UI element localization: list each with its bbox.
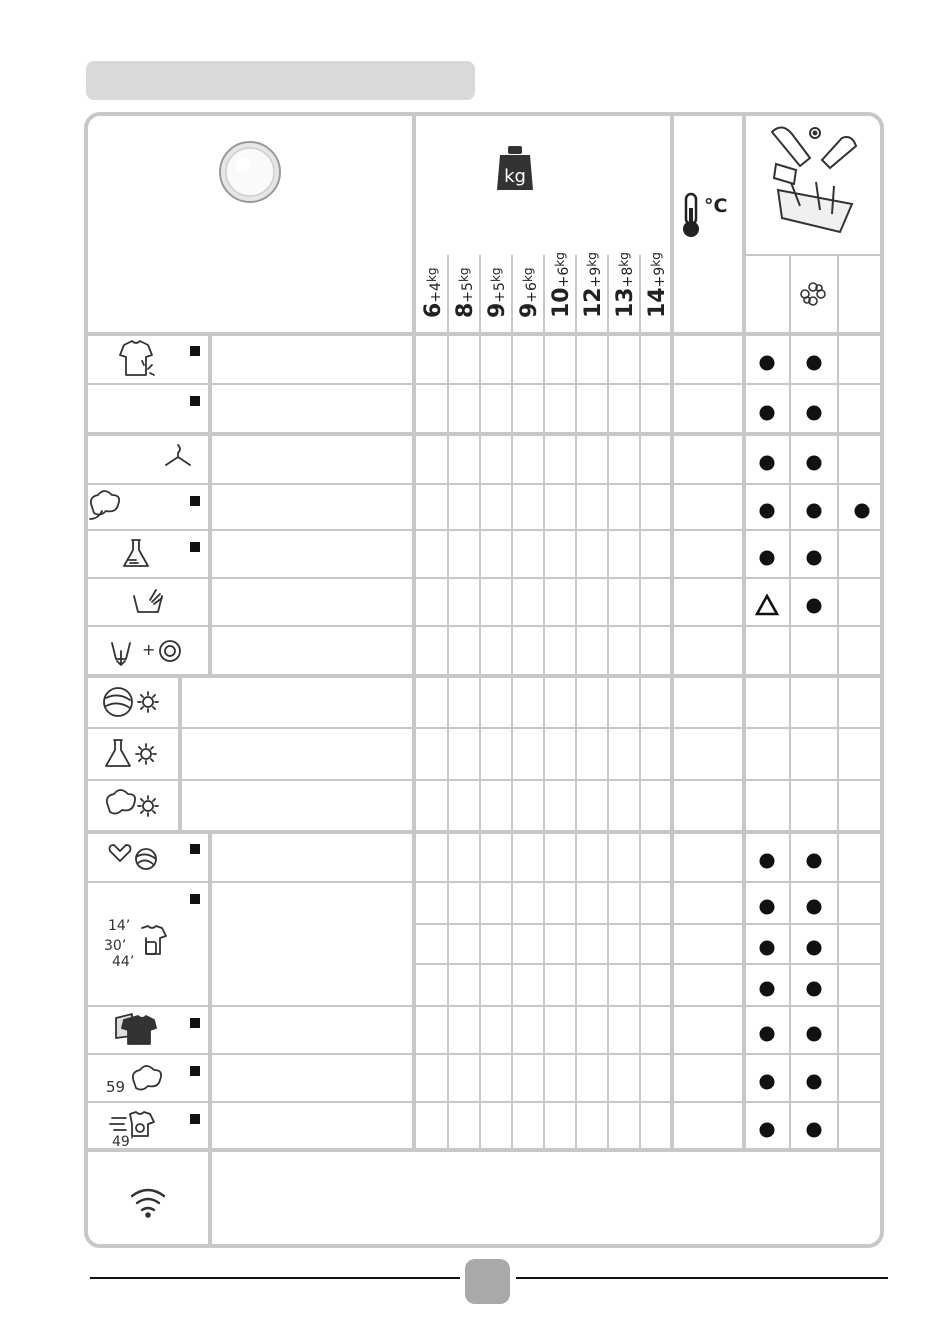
delicates-icon: [110, 845, 157, 869]
programme-dial-icon: [220, 142, 280, 202]
wifi-icon: [132, 1190, 164, 1218]
load-label-text: [517, 267, 542, 318]
load-main: 14: [645, 287, 670, 318]
load-label-text: [613, 252, 638, 318]
load-main: 8: [453, 302, 478, 318]
programme-icons: [90, 341, 200, 1150]
drain-spin-icon: [112, 640, 180, 665]
synthetic-dry-icon: [106, 740, 156, 766]
load-label: [517, 267, 542, 318]
detergent-marks: [757, 356, 870, 1138]
programme-key-square: [190, 1018, 200, 1028]
programme-key-square: [190, 1066, 200, 1076]
flask-icon: [124, 540, 148, 566]
load-unit: kg: [521, 267, 535, 283]
programme-key-square: [190, 496, 200, 506]
load-capacity-labels: [421, 252, 670, 318]
load-label: [421, 267, 446, 318]
quick-49-label: 49’: [112, 1134, 135, 1150]
kg-weight-icon: [497, 146, 533, 190]
detergent-dot: [760, 504, 775, 519]
detergent-dot: [760, 456, 775, 471]
load-main: 9: [485, 302, 510, 318]
detergent-dot: [807, 900, 822, 915]
detergent-dot: [807, 941, 822, 956]
footer-rule-left: [90, 1277, 460, 1279]
table-header: [220, 127, 856, 305]
cotton-59-icon: [106, 1066, 161, 1096]
load-label: [453, 267, 478, 318]
rapid-time-label: 14’: [108, 918, 131, 934]
load-extra: +5: [460, 282, 476, 303]
footer-rule-right: [516, 1277, 888, 1279]
load-extra: +9: [652, 266, 668, 288]
load-main: 12: [581, 287, 606, 318]
load-main: 10: [549, 287, 574, 318]
spray-basin-icon: [134, 590, 162, 612]
detergent-dot: [807, 1075, 822, 1090]
kg-label: kg: [504, 166, 526, 187]
load-label-text: [453, 267, 478, 318]
load-unit: kg: [425, 267, 439, 283]
load-extra: +6: [524, 282, 540, 303]
cotton-dry-icon: [107, 790, 158, 816]
rapid-time-label: 30’: [104, 938, 127, 954]
load-extra: +4: [428, 282, 444, 303]
load-label-text: [485, 267, 510, 318]
load-label-text: [549, 252, 574, 318]
load-label: [485, 267, 510, 318]
detergent-dot: [760, 1027, 775, 1042]
detergent-dot: [807, 504, 822, 519]
detergent-dot: [760, 982, 775, 997]
celsius-label: °C: [704, 195, 728, 217]
load-extra: +8: [620, 266, 636, 288]
programme-key-square: [190, 542, 200, 552]
load-label: [645, 252, 670, 318]
detergent-dot: [807, 406, 822, 421]
detergent-dot: [807, 982, 822, 997]
detergent-dot: [807, 551, 822, 566]
detergent-dot: [807, 1027, 822, 1042]
load-label: [613, 252, 638, 318]
load-extra: +9: [588, 266, 604, 288]
detergent-dot: [760, 551, 775, 566]
load-label-text: [421, 267, 446, 318]
detergent-dot: [760, 1123, 775, 1138]
programme-key-square: [190, 1114, 200, 1124]
detergent-dot: [807, 356, 822, 371]
detergent-dot: [807, 456, 822, 471]
hanger-icon: [166, 445, 190, 465]
detergent-triangle: [757, 596, 777, 614]
cotton-59-label: 59: [106, 1078, 126, 1096]
load-main: 13: [613, 287, 638, 318]
wool-dry-icon: [104, 688, 158, 716]
load-unit: kg: [553, 252, 567, 267]
load-label-text: [581, 252, 606, 318]
load-extra: +5: [492, 282, 508, 303]
cotton-icon: [90, 491, 119, 519]
load-unit: kg: [457, 267, 471, 283]
shirt-sparkle-icon: [120, 341, 154, 375]
load-extra: +6: [556, 266, 572, 288]
programme-key-square: [190, 346, 200, 356]
detergent-dot: [807, 1123, 822, 1138]
thermometer-icon: [683, 194, 727, 237]
detergent-dot: [807, 599, 822, 614]
detergent-dot: [807, 854, 822, 869]
programme-key-square: [190, 894, 200, 904]
detergent-dot: [760, 941, 775, 956]
load-main: 6: [421, 302, 446, 318]
load-unit: kg: [585, 252, 599, 267]
detergent-dot: [760, 900, 775, 915]
load-label-text: [645, 252, 670, 318]
programme-key-square: [190, 844, 200, 854]
detergent-dot: [760, 854, 775, 869]
programme-key-square: [190, 396, 200, 406]
load-label: [581, 252, 606, 318]
load-main: 9: [517, 302, 542, 318]
detergent-dot: [760, 406, 775, 421]
load-label: [549, 252, 574, 318]
rapid-time-label: 44’: [112, 954, 135, 970]
detergent-dot: [855, 504, 870, 519]
rapid-icon: [142, 926, 166, 954]
load-unit: kg: [649, 252, 663, 267]
detergent-dot: [760, 356, 775, 371]
quick-49-icon: [110, 1112, 154, 1150]
detergent-dot: [760, 1075, 775, 1090]
mixed-colours-icon: [116, 1014, 156, 1044]
plus-sign: +: [142, 640, 156, 659]
load-unit: kg: [489, 267, 503, 283]
detergent-drawer-icon: [772, 127, 856, 232]
load-unit: kg: [617, 252, 631, 267]
softener-flower-icon: [801, 283, 825, 305]
page-number-tab: [465, 1259, 510, 1304]
